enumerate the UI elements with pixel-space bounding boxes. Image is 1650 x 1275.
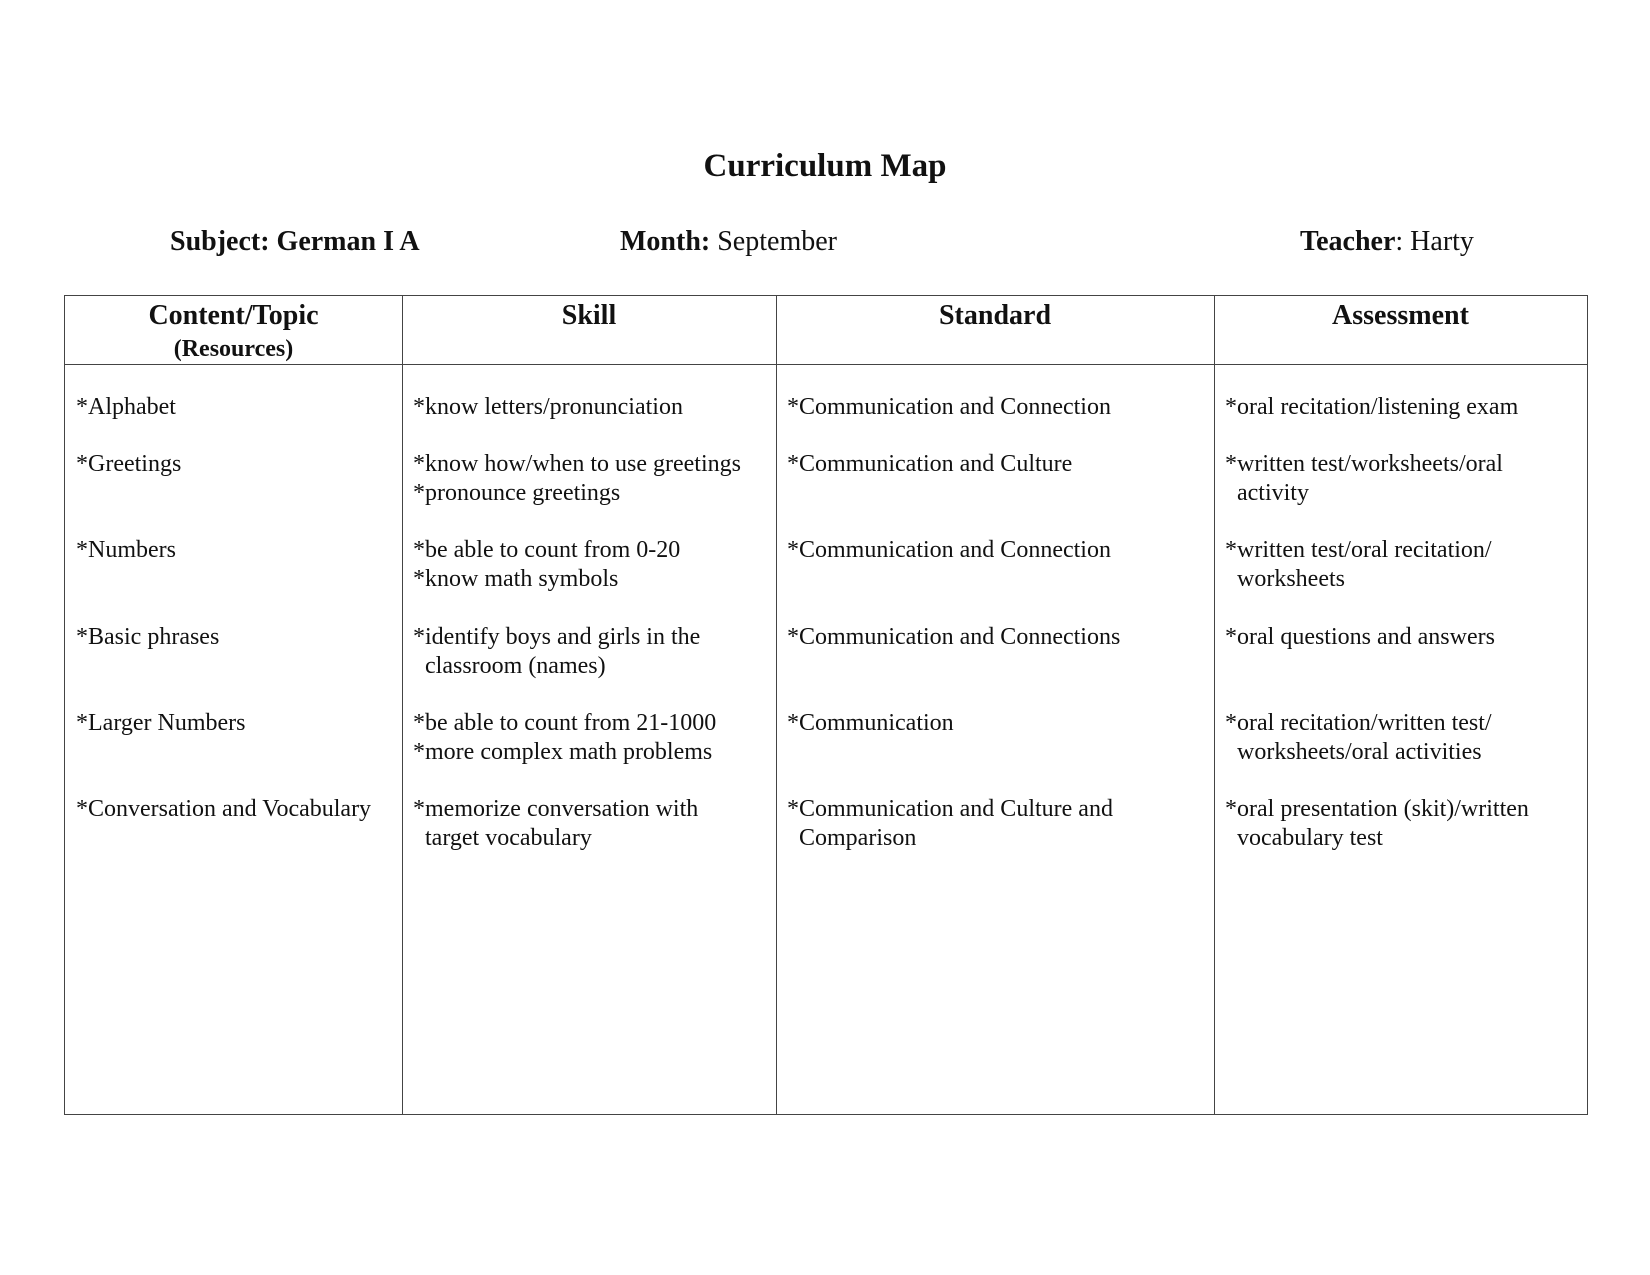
month-label: Month: [620, 226, 711, 257]
teacher-value: : Harty [1395, 226, 1474, 257]
subject-label: Subject: [170, 226, 270, 257]
cell-line: worksheets/oral activities [1237, 739, 1482, 765]
header-label: Skill [561, 300, 617, 331]
teacher-label: Teacher [1300, 226, 1396, 257]
table-cell [413, 623, 773, 681]
header-standard [776, 298, 1214, 334]
table-cell [413, 450, 773, 508]
table-cell [76, 450, 398, 479]
column-divider [402, 296, 403, 1114]
cell-line: Comparison [799, 825, 917, 851]
table-cell [76, 709, 398, 738]
cell-line: *Communication and Culture [787, 451, 1073, 477]
table-cell [76, 795, 398, 824]
table-cell [1225, 709, 1585, 767]
table-cell [787, 709, 1211, 738]
cell-line: *Larger Numbers [76, 710, 246, 736]
cell-line: activity [1237, 480, 1309, 506]
cell-line: target vocabulary [425, 825, 592, 851]
cell-line: *oral recitation/listening exam [1225, 394, 1519, 420]
cell-line: worksheets [1237, 566, 1345, 592]
header-label: Assessment [1332, 300, 1469, 331]
cell-line: *Communication and Culture and [787, 796, 1113, 822]
cell-line: *Alphabet [76, 394, 176, 420]
cell-line: *pronounce greetings [413, 480, 621, 506]
table-cell [413, 536, 773, 594]
cell-line: *Numbers [76, 537, 176, 563]
cell-line: *identify boys and girls in the [413, 624, 701, 650]
cell-line: classroom (names) [425, 653, 606, 679]
table-cell [413, 393, 773, 422]
cell-line: *Communication and Connection [787, 537, 1111, 563]
month-field [620, 226, 837, 258]
table-cell [413, 709, 773, 767]
table-cell [1225, 393, 1585, 422]
cell-line: *be able to count from 21-1000 [413, 710, 717, 736]
subject-value: German I A [276, 226, 420, 257]
cell-line: *know how/when to use greetings [413, 451, 741, 477]
column-divider [776, 296, 777, 1114]
cell-line: *Conversation and Vocabulary [76, 796, 372, 822]
table-cell [76, 623, 398, 652]
cell-line: *Greetings [76, 451, 182, 477]
table-cell [787, 450, 1211, 479]
cell-line: *oral presentation (skit)/written [1225, 796, 1529, 822]
table-cell [76, 536, 398, 565]
month-value: September [717, 226, 837, 257]
page-title: Curriculum Map [703, 148, 947, 184]
cell-line: *know math symbols [413, 566, 619, 592]
header-divider [65, 364, 1587, 365]
cell-line: *know letters/pronunciation [413, 394, 683, 420]
table-cell [1225, 795, 1585, 853]
table-cell [1225, 623, 1585, 652]
table-cell [787, 393, 1211, 422]
table-cell [787, 623, 1211, 652]
subject-field [170, 226, 420, 258]
header-skill [402, 298, 776, 334]
cell-line: vocabulary test [1237, 825, 1383, 851]
cell-line: *be able to count from 0-20 [413, 537, 681, 563]
cell-line: *Communication and Connection [787, 394, 1111, 420]
cell-line: *written test/worksheets/oral [1225, 451, 1503, 477]
table-cell [413, 795, 773, 853]
header-label: Standard [938, 300, 1052, 331]
header-assessment [1214, 298, 1587, 334]
teacher-field [1300, 226, 1474, 258]
table-cell [787, 795, 1211, 853]
cell-line: *memorize conversation with [413, 796, 699, 822]
curriculum-table [64, 295, 1588, 1115]
cell-line: *more complex math problems [413, 739, 713, 765]
cell-line: *Basic phrases [76, 624, 220, 650]
cell-line: *oral recitation/written test/ [1225, 710, 1492, 736]
header-label: Content/Topic [148, 300, 319, 331]
table-cell [1225, 536, 1585, 594]
cell-line: *Communication and Connections [787, 624, 1121, 650]
column-divider [1214, 296, 1215, 1114]
cell-line: *Communication [787, 710, 954, 736]
header-content-topic [65, 298, 402, 364]
table-cell [787, 536, 1211, 565]
table-cell [1225, 450, 1585, 508]
header-sublabel: (Resources) [173, 336, 294, 362]
cell-line: *oral questions and answers [1225, 624, 1495, 650]
table-cell [76, 393, 398, 422]
cell-line: *written test/oral recitation/ [1225, 537, 1492, 563]
